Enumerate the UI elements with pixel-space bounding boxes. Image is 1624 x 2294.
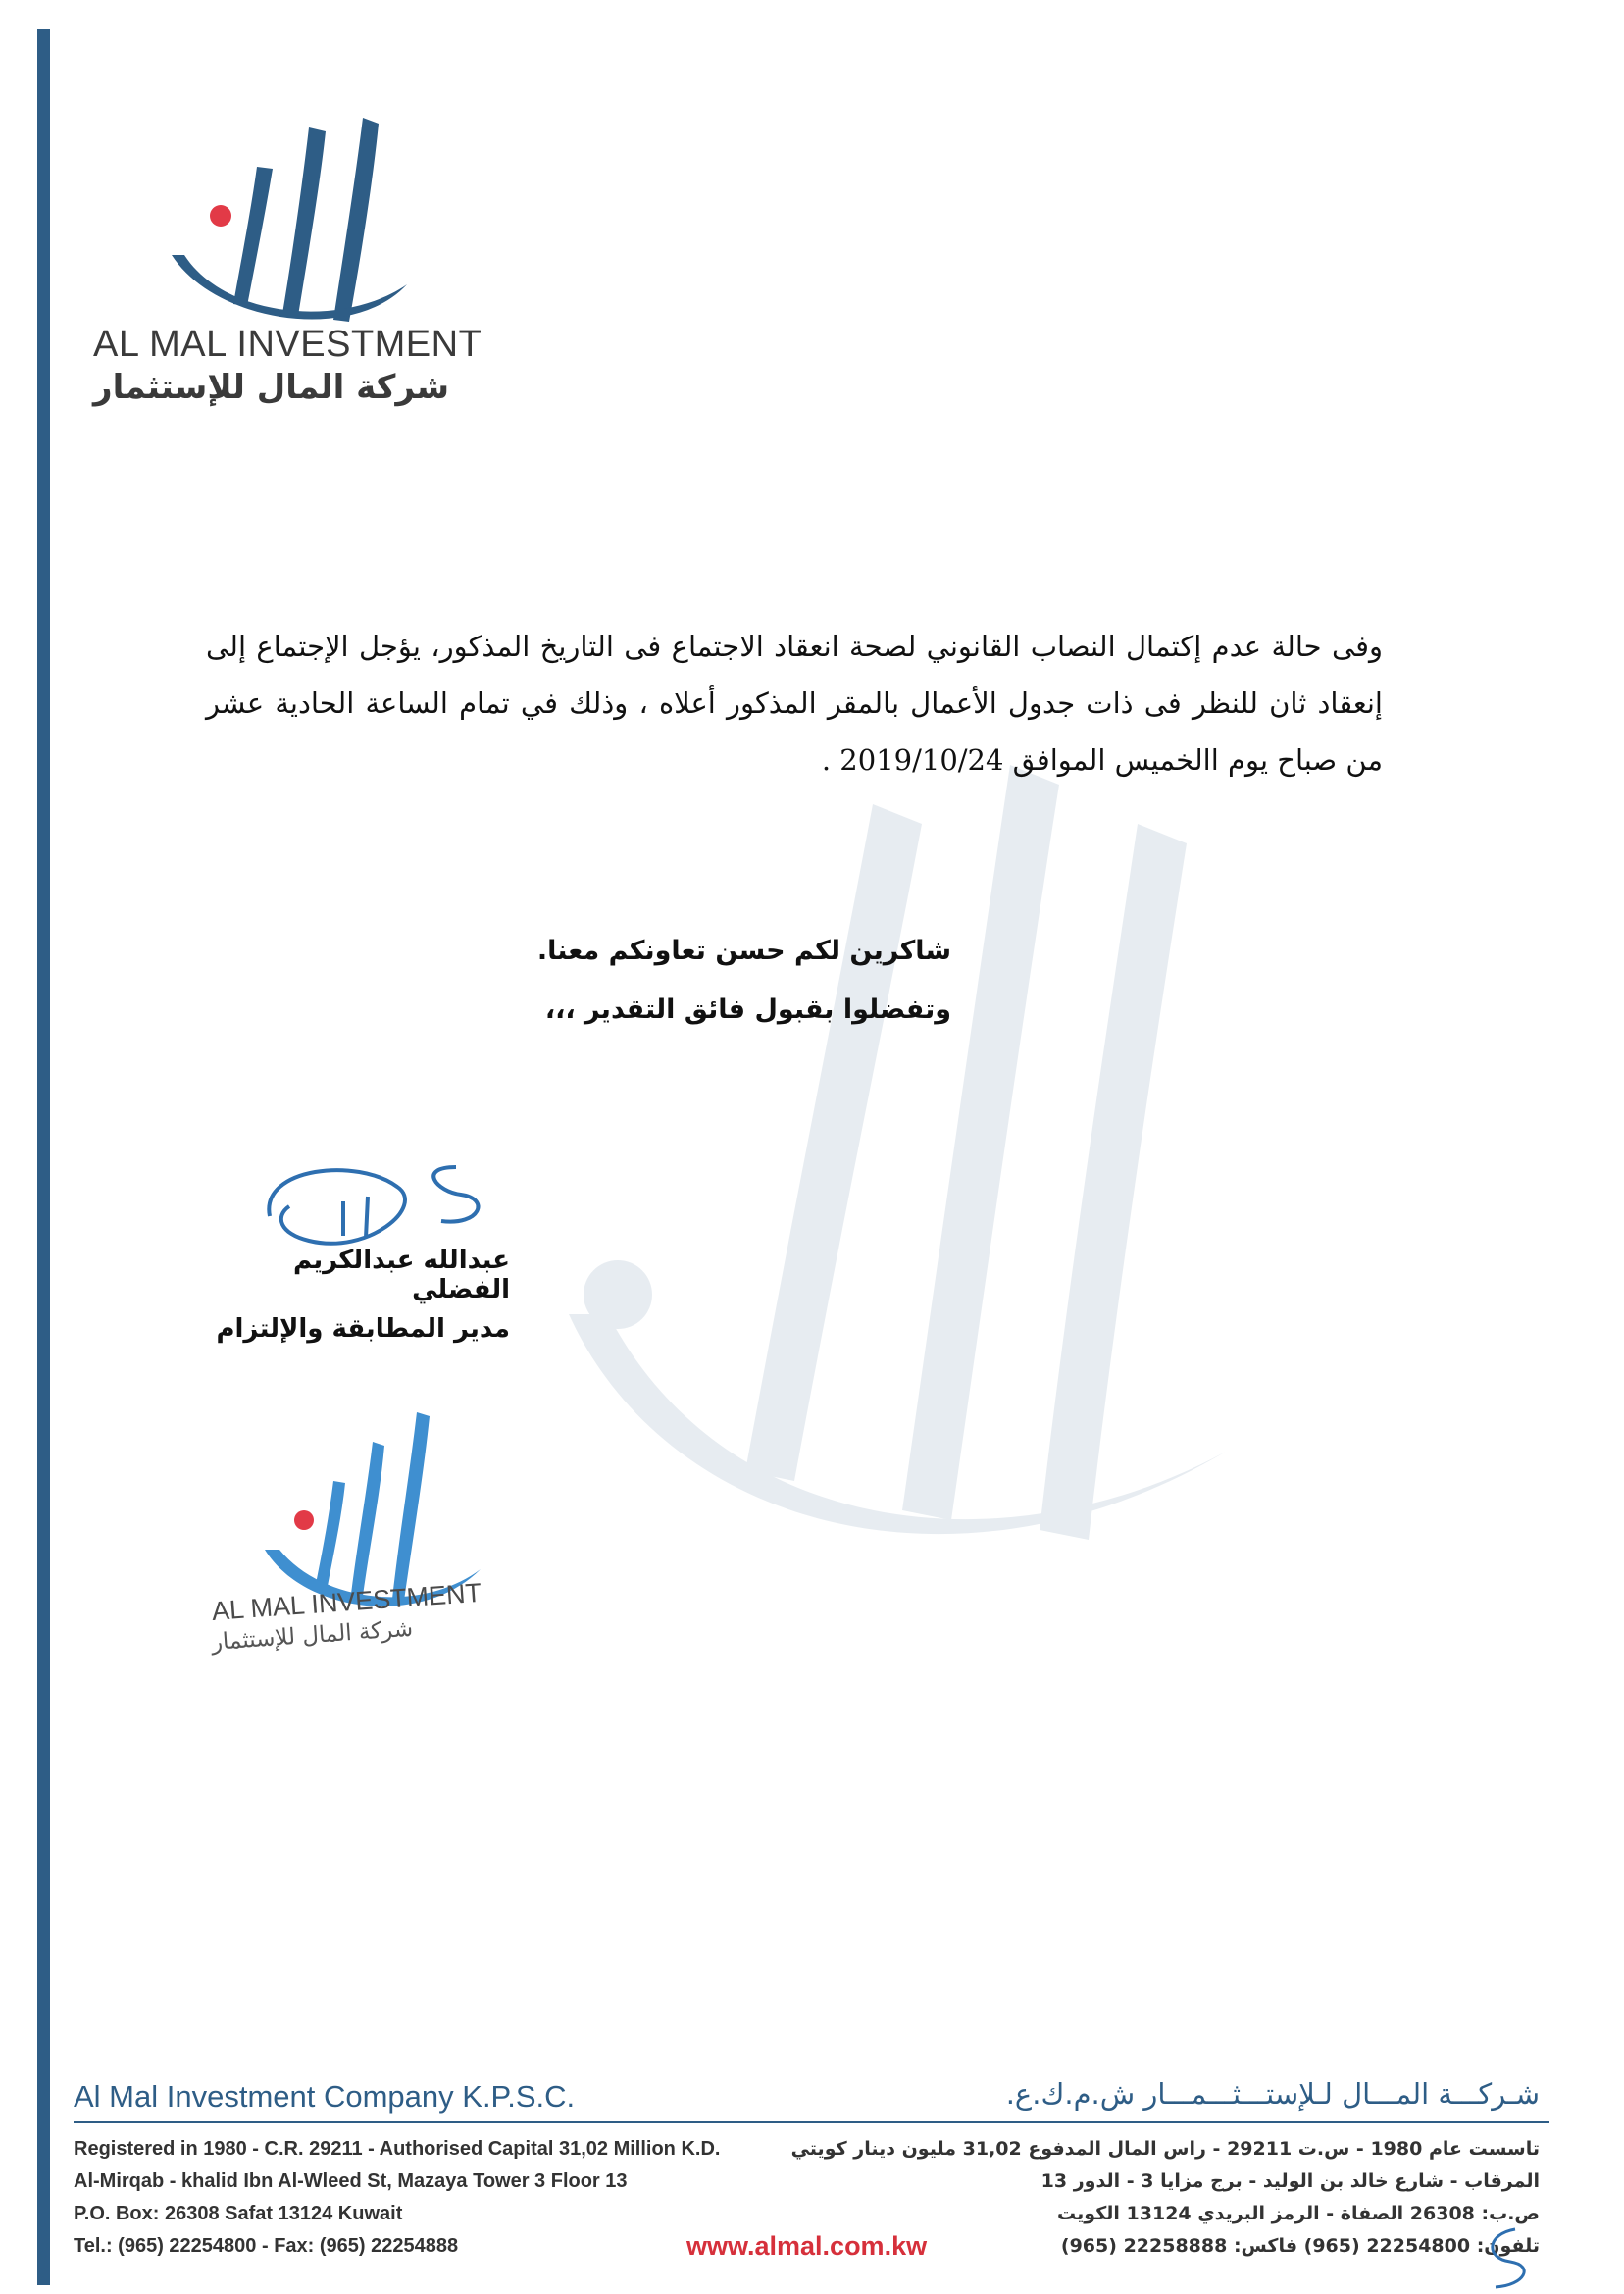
brand-name-ar: شركة المال للإستثمار bbox=[93, 368, 450, 407]
page-side-bar bbox=[37, 29, 50, 2285]
footer-pobox-en: P.O. Box: 26308 Safat 13124 Kuwait bbox=[74, 2203, 403, 2224]
brand-name-en: AL MAL INVESTMENT bbox=[93, 324, 482, 365]
footer-company-name-en: Al Mal Investment Company K.P.S.C. bbox=[74, 2079, 576, 2114]
stamp-brand-en: AL MAL INVESTMENT bbox=[211, 1577, 482, 1626]
watermark-logo-icon bbox=[549, 765, 1236, 1746]
footer-company-name-ar: شـركـــة المـــال لـلإستـــثـــمـــار ش.م.ك.ع. bbox=[1005, 2077, 1540, 2111]
footer-pobox-ar: ص.ب: 26308 الصفاة - الرمز البريدي 13124 الكويت bbox=[1057, 2203, 1540, 2224]
website-link[interactable]: www.almal.com.kw bbox=[686, 2231, 928, 2261]
signatory-title: مدير المطابقة والإلتزام bbox=[216, 1314, 510, 1344]
swoosh-icon bbox=[1476, 2224, 1545, 2293]
letter-paragraph: وفى حالة عدم إكتمال النصاب القانوني لصحة انعقاد الاجتماع فى التاريخ المذكور، يؤجل الإجتماع إلى إنعقاد ثان للنظر فى ذات جدول الأعمال بالمقر المذكور أعلاه ، وذلك في تمام الساعة الحادية عشر من صباح يوم االخميس الموافق 2019/10/24 . bbox=[206, 630, 1383, 777]
footer-phone-en: Tel.: (965) 22254800 - Fax: (965) 22254888 bbox=[74, 2235, 459, 2257]
closing-thanks: شاكرين لكم حسن تعاونكم معنا. bbox=[536, 936, 951, 966]
stamp-brand-ar: شركة المال للإستثمار bbox=[211, 1615, 414, 1656]
footer-registration-ar: تاسست عام 1980 - س.ت 29211 - راس المال المدفوع 31,02 مليون دينار كويتي bbox=[790, 2138, 1540, 2160]
footer-divider bbox=[74, 2121, 1549, 2123]
footer-address-ar: المرقاب - شارع خالد بن الوليد - برج مزايا 3 - الدور 13 bbox=[1040, 2170, 1540, 2192]
footer-registration-en: Registered in 1980 - C.R. 29211 - Authorised Capital 31,02 Million K.D. bbox=[74, 2138, 721, 2160]
footer-phone-ar: تلفون: 22254800 (965) فاكس: 22258888 (965) bbox=[1060, 2235, 1540, 2257]
signatory-name: عبدالله عبدالكريم الفضلي bbox=[292, 1246, 510, 1304]
closing-regards: وتفضلوا بقبول فائق التقدير ،،، bbox=[544, 994, 951, 1025]
footer-address-en: Al-Mirqab - khalid Ibn Al-Wleed St, Mazaya Tower 3 Floor 13 bbox=[74, 2170, 628, 2192]
